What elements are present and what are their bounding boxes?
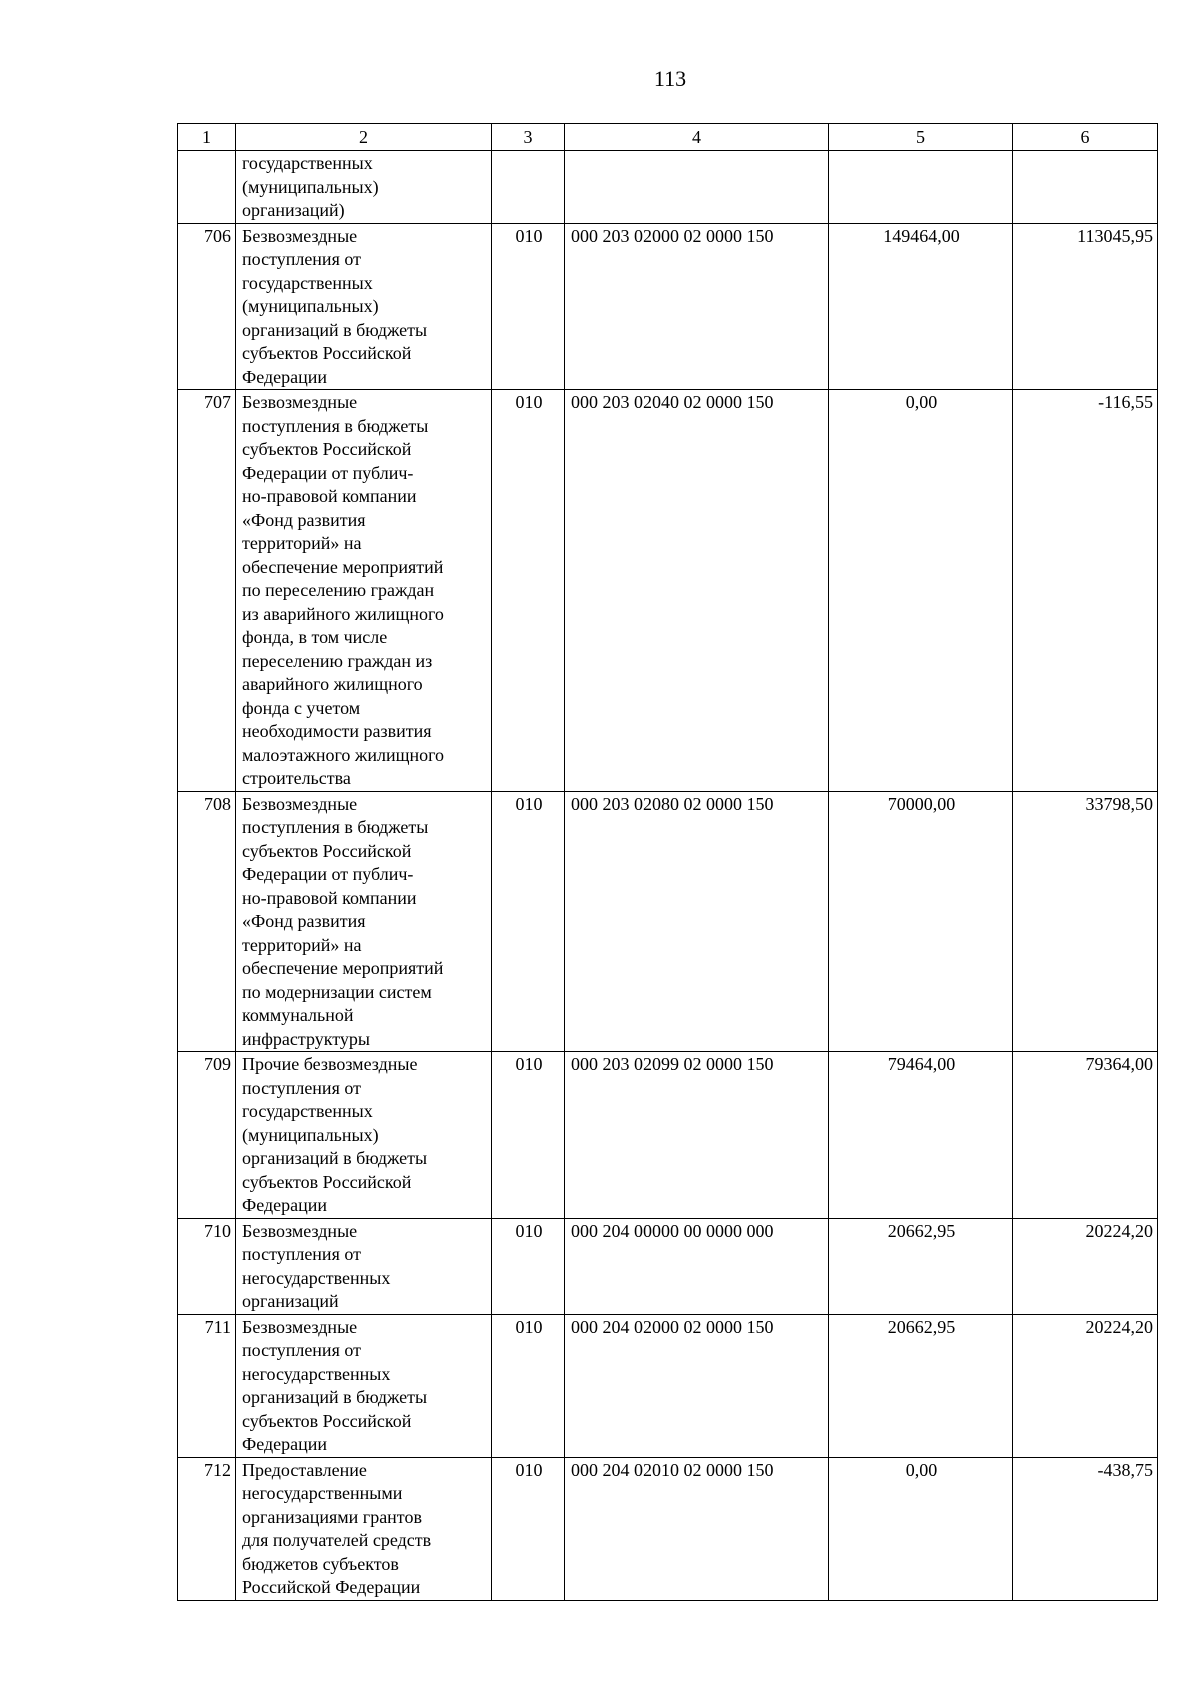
row-description: Безвозмездные поступления от негосударственных организаций в бюджеты субъектов Российской Федерации [236, 1314, 492, 1457]
row-value-col5: 20662,95 [829, 1314, 1013, 1457]
row-code: 010 [492, 1314, 565, 1457]
row-value-col5: 79464,00 [829, 1052, 1013, 1219]
row-classification-code [565, 151, 829, 224]
column-header: 4 [565, 124, 829, 151]
row-value-col6 [1013, 151, 1158, 224]
row-value-col6: -438,75 [1013, 1457, 1158, 1600]
table-row [178, 1314, 1158, 1457]
row-number: 707 [178, 390, 236, 792]
row-description: Безвозмездные поступления в бюджеты субъектов Российской Федерации от публич- но-правовой компании «Фонд развития территорий» на обеспечение мероприятий по модернизации систем коммунальной инфраструктуры [236, 791, 492, 1052]
row-value-col5: 0,00 [829, 390, 1013, 792]
row-code [492, 151, 565, 224]
column-header: 6 [1013, 124, 1158, 151]
table-row [178, 223, 1158, 390]
column-header: 5 [829, 124, 1013, 151]
budget-table [177, 123, 1158, 1601]
row-value-col6: 20224,20 [1013, 1314, 1158, 1457]
row-description: государственных (муниципальных) организаций) [236, 151, 492, 224]
row-classification-code: 000 204 02000 02 0000 150 [565, 1314, 829, 1457]
row-value-col6: 79364,00 [1013, 1052, 1158, 1219]
column-header: 3 [492, 124, 565, 151]
row-value-col5 [829, 151, 1013, 224]
row-value-col5: 20662,95 [829, 1218, 1013, 1314]
row-code: 010 [492, 1218, 565, 1314]
row-value-col6: 113045,95 [1013, 223, 1158, 390]
table-row [178, 151, 1158, 224]
row-value-col5: 149464,00 [829, 223, 1013, 390]
column-header: 2 [236, 124, 492, 151]
row-value-col5: 0,00 [829, 1457, 1013, 1600]
row-code: 010 [492, 791, 565, 1052]
row-description: Безвозмездные поступления от государственных (муниципальных) организаций в бюджеты субъектов Российской Федерации [236, 223, 492, 390]
row-classification-code: 000 203 02099 02 0000 150 [565, 1052, 829, 1219]
row-classification-code: 000 203 02000 02 0000 150 [565, 223, 829, 390]
row-description: Безвозмездные поступления в бюджеты субъектов Российской Федерации от публич- но-правовой компании «Фонд развития территорий» на обеспечение мероприятий по переселению граждан из аварийного жилищного фонда, в том числе переселению граждан из аварийного жилищного фонда с учетом необходимости развития малоэтажного жилищного строительства [236, 390, 492, 792]
row-number: 712 [178, 1457, 236, 1600]
row-code: 010 [492, 390, 565, 792]
table-row [178, 791, 1158, 1052]
row-code: 010 [492, 1457, 565, 1600]
column-header: 1 [178, 124, 236, 151]
header-row [178, 124, 1158, 151]
table-row [178, 1052, 1158, 1219]
row-number: 710 [178, 1218, 236, 1314]
row-code: 010 [492, 1052, 565, 1219]
row-value-col5: 70000,00 [829, 791, 1013, 1052]
row-value-col6: 20224,20 [1013, 1218, 1158, 1314]
row-number: 711 [178, 1314, 236, 1457]
row-description: Прочие безвозмездные поступления от государственных (муниципальных) организаций в бюджеты субъектов Российской Федерации [236, 1052, 492, 1219]
row-number: 709 [178, 1052, 236, 1219]
row-number: 706 [178, 223, 236, 390]
row-number [178, 151, 236, 224]
table-row [178, 1218, 1158, 1314]
row-classification-code: 000 204 00000 00 0000 000 [565, 1218, 829, 1314]
table-row [178, 1457, 1158, 1600]
page-number: 113 [653, 66, 687, 91]
row-classification-code: 000 203 02040 02 0000 150 [565, 390, 829, 792]
row-value-col6: -116,55 [1013, 390, 1158, 792]
row-description: Предоставление негосударственными организациями грантов для получателей средств бюджетов субъектов Российской Федерации [236, 1457, 492, 1600]
row-number: 708 [178, 791, 236, 1052]
row-code: 010 [492, 223, 565, 390]
row-classification-code: 000 203 02080 02 0000 150 [565, 791, 829, 1052]
row-description: Безвозмездные поступления от негосударственных организаций [236, 1218, 492, 1314]
table-row [178, 390, 1158, 792]
row-classification-code: 000 204 02010 02 0000 150 [565, 1457, 829, 1600]
row-value-col6: 33798,50 [1013, 791, 1158, 1052]
